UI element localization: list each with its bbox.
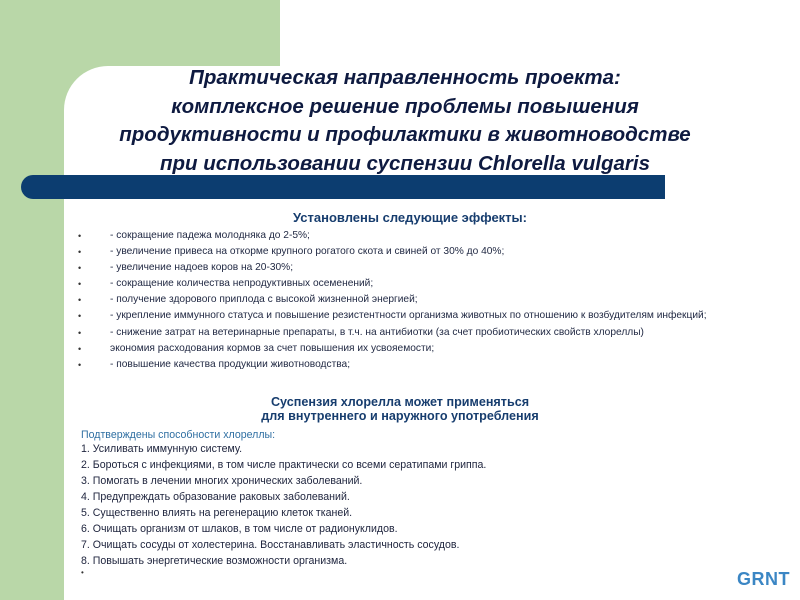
- logo: GRNT: [737, 569, 790, 589]
- list-item: 7. Очищать сосуды от холестерина. Восстанавливать эластичность сосудов.: [81, 539, 460, 551]
- effects-heading: Установлены следующие эффекты:: [293, 210, 527, 225]
- bullet-icon: •: [78, 295, 82, 306]
- suspension-heading: [0, 396, 800, 423]
- list-item: 1. Усиливать иммунную систему.: [81, 443, 243, 455]
- bullet-icon: •: [78, 231, 82, 241]
- list-item: [78, 246, 758, 259]
- slide-title: [30, 64, 780, 178]
- effect-text: - получение здорового приплода с высокой жизненной энергией;: [110, 294, 418, 306]
- bullet-icon: •: [78, 279, 82, 290]
- list-item: 2. Бороться с инфекциями, в том числе практически со всеми сератипами гриппа.: [81, 459, 487, 471]
- bullet-icon: •: [78, 247, 82, 258]
- title-line-1: Практическая направленность проекта:: [189, 66, 621, 89]
- title-line-2: комплексное решение проблемы повышения: [171, 94, 639, 118]
- title-line-4: [30, 150, 780, 179]
- list-item: 4. Предупреждать образование раковых заболеваний.: [81, 491, 350, 503]
- title-latin-name: Chlorella vulgaris: [477, 151, 650, 175]
- bullet-icon: •: [78, 311, 82, 322]
- list-item: [78, 343, 758, 356]
- list-item: [78, 262, 758, 275]
- list-item: 5. Существенно влиять на регенерацию клеток тканей.: [81, 507, 353, 519]
- list-item: 6. Очищать организм от шлаков, в том числе от радионуклидов.: [81, 523, 398, 535]
- list-item: [78, 310, 758, 323]
- bullet-icon: •: [78, 359, 82, 370]
- effect-text: - снижение затрат на ветеринарные препараты, в т.ч. на антибиотки (за счет пробиотических свойств хлореллы): [110, 326, 644, 338]
- effects-list: [78, 230, 758, 375]
- trailing-bullet-icon: •: [81, 568, 84, 577]
- list-item: 8. Повышать энергетические возможности организма.: [81, 555, 348, 567]
- list-item: [78, 327, 758, 340]
- effect-text: - увеличение надоев коров на 20-30%;: [110, 262, 294, 274]
- abilities-list: [81, 443, 731, 571]
- title-line-4-prefix: при использовании суспензии: [160, 151, 478, 175]
- bullet-icon: •: [78, 327, 82, 338]
- abilities-heading: Подтверждены способности хлореллы:: [81, 429, 276, 441]
- list-item: [78, 278, 758, 291]
- list-item: [78, 294, 758, 307]
- effect-text: - сокращение падежа молодняка до 2-5%;: [110, 230, 310, 241]
- bullet-icon: •: [78, 263, 82, 274]
- list-item: [78, 359, 758, 372]
- bullet-icon: •: [78, 343, 82, 354]
- effect-text: экономия расходования кормов за счет повышения их усвояемости;: [110, 342, 435, 354]
- list-item: [78, 230, 758, 243]
- effect-text: - повышение качества продукции животноводства;: [110, 358, 351, 370]
- effect-text: - увеличение привеса на откорме крупного рогатого скота и свиней от 30% до 40%;: [110, 246, 505, 258]
- list-item: 3. Помогать в лечении многих хронических заболеваний.: [81, 475, 363, 487]
- title-divider-bar: [21, 175, 665, 199]
- suspension-heading-line-2: для внутреннего и наружного употребления: [261, 408, 539, 423]
- effect-text: - укрепление иммунного статуса и повышение резистентности организма животных по отношению к возбудителям инфекций;: [110, 310, 707, 322]
- suspension-heading-line-1: Суспензия хлорелла может применяться: [270, 395, 530, 409]
- title-line-3: продуктивности и профилактики в животноводстве: [119, 123, 691, 146]
- effect-text: - сокращение количества непродуктивных осеменений;: [110, 278, 374, 290]
